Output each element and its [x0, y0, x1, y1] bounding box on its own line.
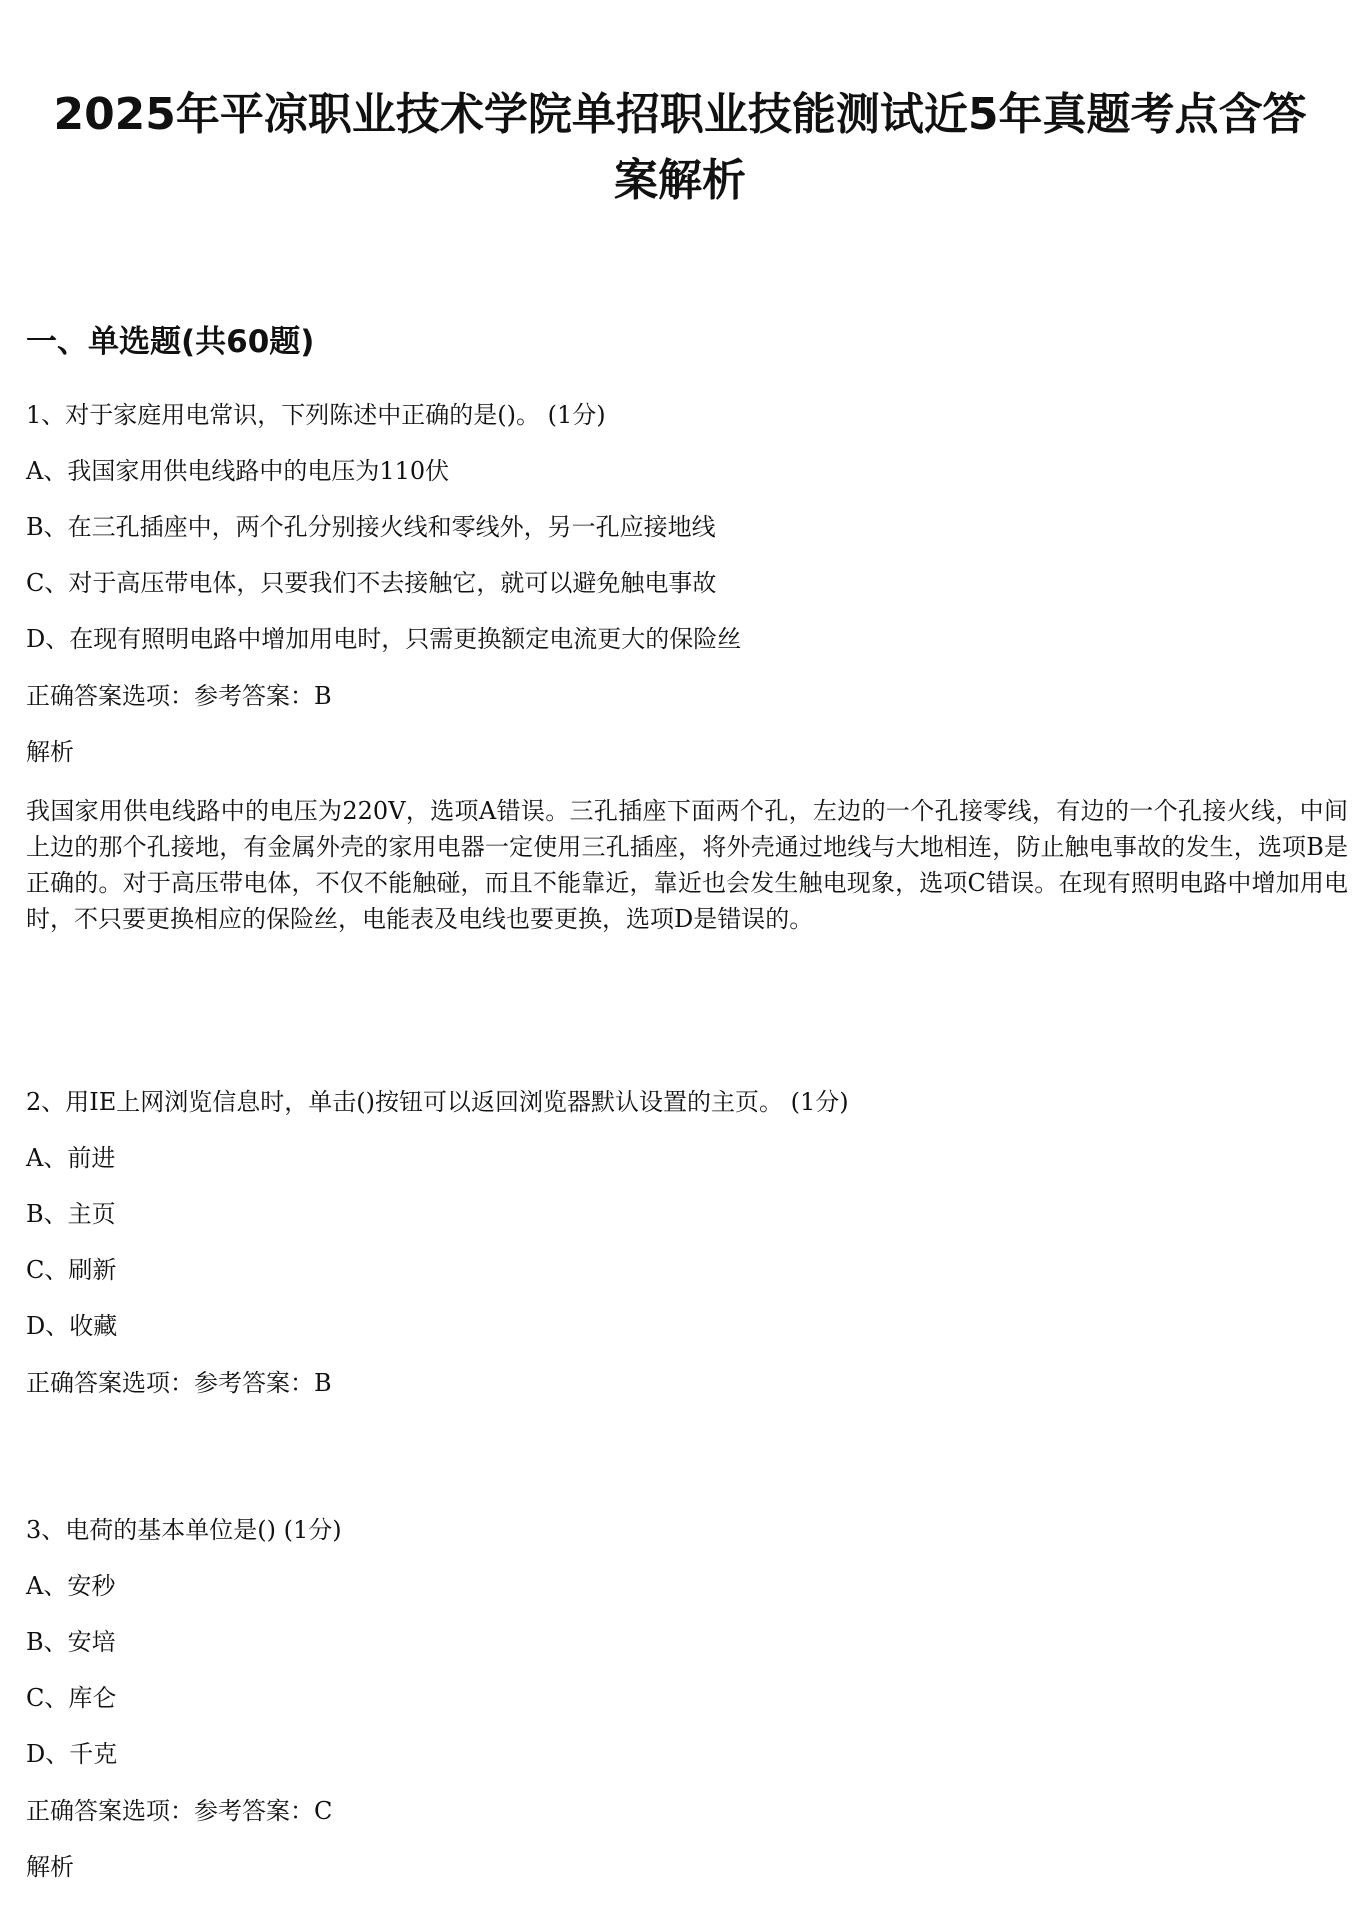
question-1-option-b: B、在三孔插座中，两个孔分别接火线和零线外，另一孔应接地线 — [26, 513, 716, 541]
question-1-answer: 正确答案选项：参考答案：B — [26, 682, 332, 710]
question-3-option-b: B、安培 — [26, 1628, 116, 1656]
question-1-option-d: D、在现有照明电路中增加用电时，只需更换额定电流更大的保险丝 — [26, 625, 742, 653]
question-1-stem: 1、对于家庭用电常识，下列陈述中正确的是()。 (1分) — [26, 401, 606, 429]
question-2-option-d: D、收藏 — [26, 1312, 118, 1340]
question-1-analysis-label: 解析 — [26, 738, 74, 766]
question-2-option-b: B、主页 — [26, 1200, 116, 1228]
question-1-option-c: C、对于高压带电体，只要我们不去接触它，就可以避免触电事故 — [26, 569, 717, 597]
section-heading: 一、单选题(共60题) — [26, 324, 315, 360]
question-1-option-a: A、我国家用供电线路中的电压为110伏 — [26, 457, 450, 485]
question-2-stem: 2、用IE上网浏览信息时，单击()按钮可以返回浏览器默认设置的主页。 (1分) — [26, 1088, 849, 1116]
question-3-option-a: A、安秒 — [26, 1572, 116, 1600]
document-title: 2025年平凉职业技术学院单招职业技能测试近5年真题考点含答案解析 — [53, 89, 1307, 206]
question-3-option-d: D、千克 — [26, 1740, 118, 1768]
question-3-option-c: C、库仑 — [26, 1684, 117, 1712]
question-3-answer: 正确答案选项：参考答案：C — [26, 1797, 333, 1825]
question-2-option-a: A、前进 — [26, 1144, 116, 1172]
question-3-stem: 3、电荷的基本单位是() (1分) — [26, 1516, 342, 1544]
question-3-analysis-label: 解析 — [26, 1853, 74, 1881]
question-2-answer: 正确答案选项：参考答案：B — [26, 1369, 332, 1397]
question-2-option-c: C、刷新 — [26, 1256, 117, 1284]
question-1-analysis-text: 我国家用供电线路中的电压为220V，选项A错误。三孔插座下面两个孔，左边的一个孔接零线，有边的一个孔接火线，中间上边的那个孔接地，有金属外壳的家用电器一定使用三孔插座，将外壳通过地线与大地相连，防止触电事故的发生，选项B是正确的。对于高压带电体，不仅不能触碰，而且不能靠近，靠近也会发生触电现象，选项C错误。在现有照明电路中增加用电时，不只要更换相应的保险丝，电能表及电线也要更换，选项D是错误的。 — [26, 797, 1348, 933]
